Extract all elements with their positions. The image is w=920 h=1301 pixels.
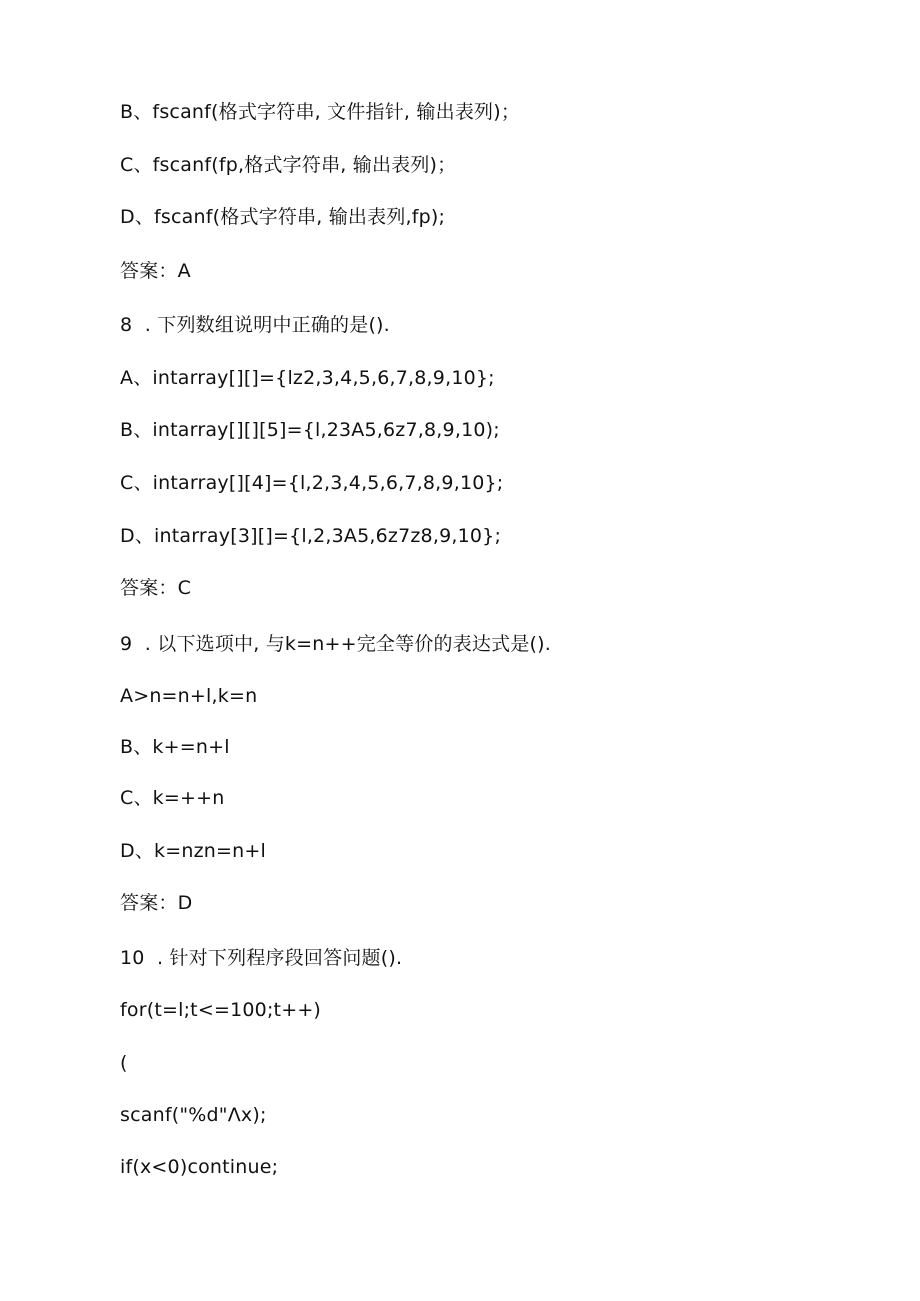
option-c-q9: C、k=++n bbox=[120, 787, 225, 809]
option-a-q9: A>n=n+l,k=n bbox=[120, 685, 258, 707]
code-line-3: scanf("%d"Λx); bbox=[120, 1104, 267, 1126]
answer-q7: 答案：A bbox=[120, 260, 191, 282]
answer-q9: 答案：D bbox=[120, 892, 193, 914]
question-8: 8 . 下列数组说明中正确的是(). bbox=[120, 314, 390, 336]
option-d-q8: D、intarray[3][]={l,2,3A5,6z7z8,9,10}; bbox=[120, 525, 502, 547]
option-a-q8: A、intarray[][]={lz2,3,4,5,6,7,8,9,10}; bbox=[120, 367, 495, 389]
option-d-q7: D、fscanf(格式字符串, 输出表列,fp); bbox=[120, 206, 446, 228]
option-b-q8: B、intarray[][][5]={l,23A5,6z7,8,9,10); bbox=[120, 419, 500, 441]
code-line-1: for(t=l;t<=100;t++) bbox=[120, 999, 322, 1021]
answer-q8: 答案：C bbox=[120, 577, 192, 599]
question-10: 10 . 针对下列程序段回答问题(). bbox=[120, 947, 403, 969]
option-c-q7: C、fscanf(fp,格式字符串, 输出表列)； bbox=[120, 154, 457, 176]
option-d-q9: D、k=nzn=n+l bbox=[120, 840, 266, 862]
option-c-q8: C、intarray[][4]={l,2,3,4,5,6,7,8,9,10}; bbox=[120, 472, 504, 494]
option-b-q7: B、fscanf(格式字符串, 文件指针, 输出表列)； bbox=[120, 101, 521, 123]
question-9: 9 . 以下选项中, 与k=n++完全等价的表达式是(). bbox=[120, 633, 551, 655]
code-line-2: ( bbox=[120, 1052, 128, 1074]
option-b-q9: B、k+=n+l bbox=[120, 736, 230, 758]
code-line-4: if(x<0)continue; bbox=[120, 1156, 279, 1178]
